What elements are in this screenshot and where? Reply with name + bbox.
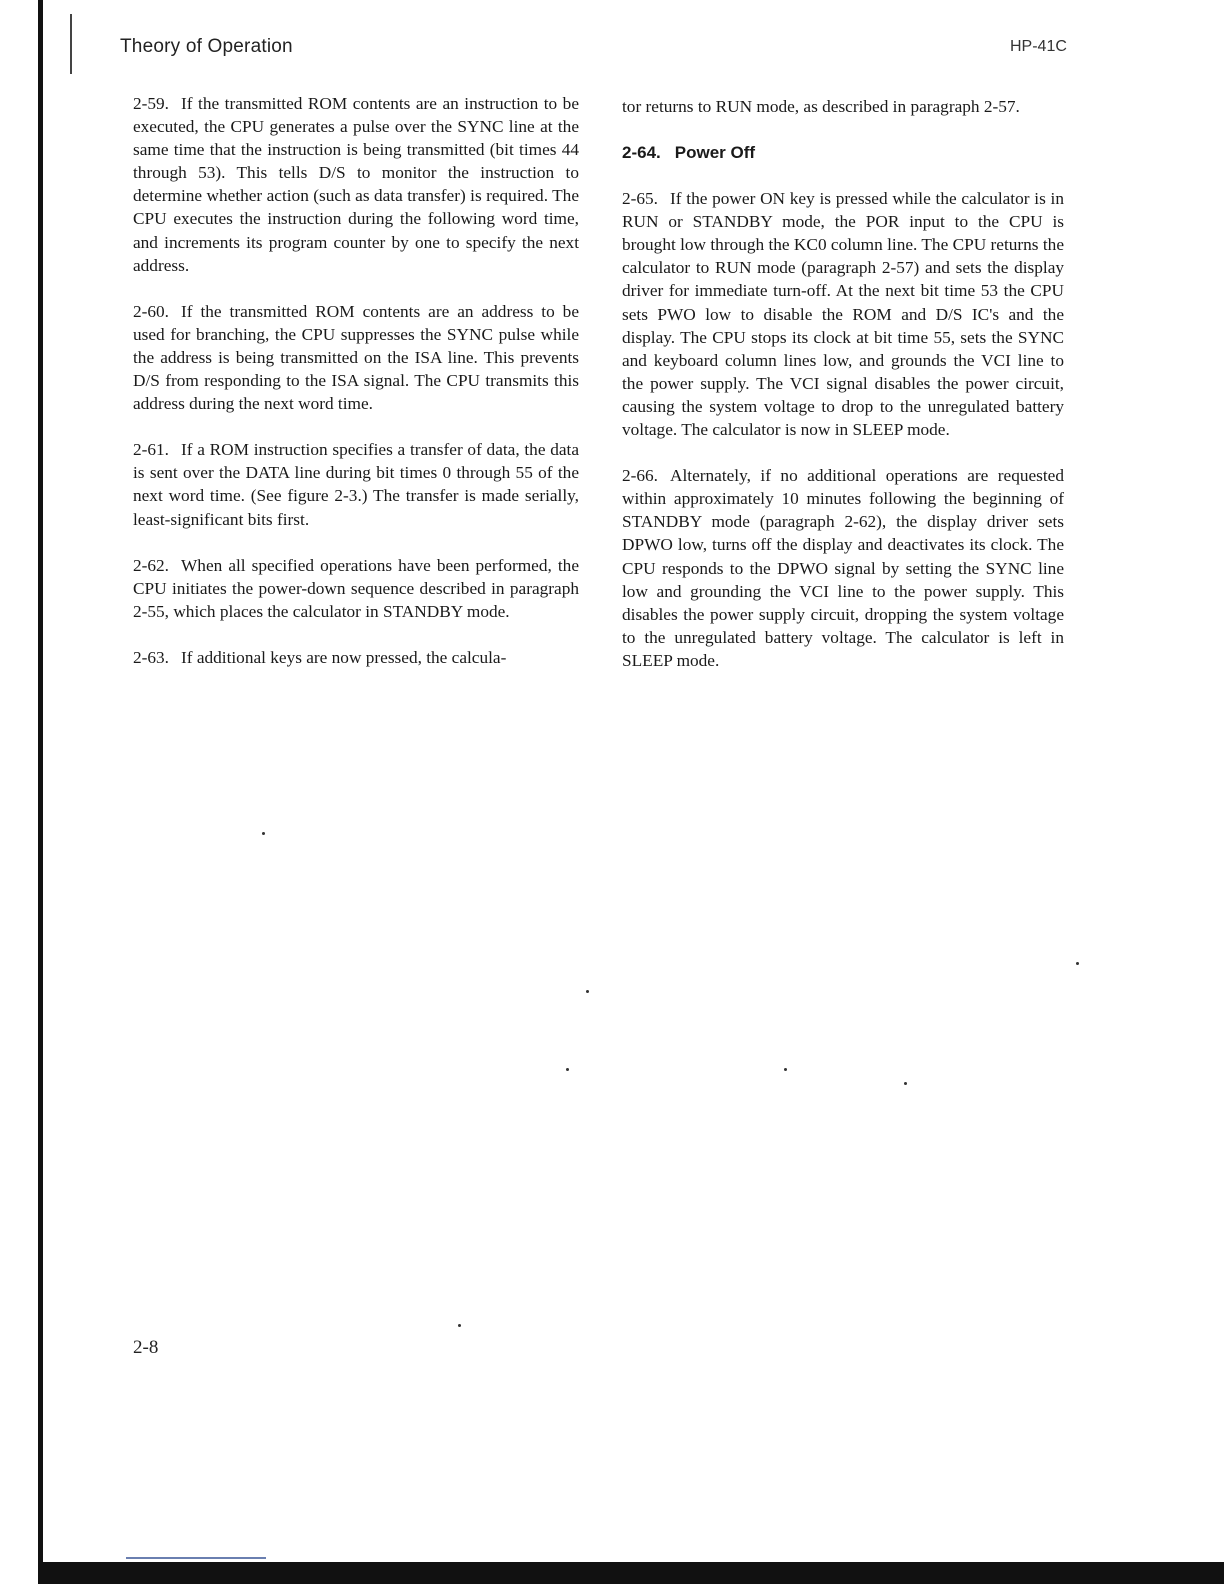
paragraph-2-66: [622, 464, 1064, 672]
scan-speck: [784, 1068, 787, 1071]
paragraph-text: If a ROM instruction specifies a transfer of data, the data is sent over the DATA line during bit times 0 through 55 of the next word time. (See figure 2-3.) The transfer is made serially, least-significant bits first.: [133, 440, 579, 529]
scan-left-border: [38, 0, 43, 1584]
paragraph-text: If the transmitted ROM contents are an instruction to be executed, the CPU generates a pulse over the SYNC line at the same time that the instruction is being transmitted (bit times 44 through 53). This tells D/S to monitor the instruction to determine whether action (such as data transfer) is required. The CPU executes the instruction during the following word time, and increments its program counter by one to specify the next address.: [133, 94, 579, 275]
paragraph-number: 2-60.: [133, 301, 169, 321]
paragraph-2-63: [133, 646, 579, 669]
scan-speck: [262, 832, 265, 835]
running-header-model: HP-41C: [1010, 38, 1067, 55]
scan-speck: [1076, 962, 1079, 965]
paragraph-number: 2-59.: [133, 94, 169, 113]
paragraph-2-62: [133, 554, 579, 623]
paragraph-number: 2-65.: [622, 189, 658, 209]
left-column: [133, 92, 579, 692]
paragraph-text: If additional keys are now pressed, the calcula-: [181, 647, 507, 667]
right-column: [622, 95, 1064, 695]
paragraph-text: If the transmitted ROM contents are an address to be used for branching, the CPU suppresses the SYNC pulse while the address is being transmitted on the ISA line. This prevents D/S from responding to the ISA signal. The CPU transmits this address during the next word time.: [133, 301, 579, 414]
scan-bottom-border: [38, 1562, 1224, 1584]
scan-margin-mark: [70, 14, 72, 74]
heading-number: 2-64.: [622, 143, 661, 163]
scan-speck: [566, 1068, 569, 1071]
scan-bottom-mark: [126, 1557, 266, 1559]
section-heading-power-off: [622, 141, 1064, 164]
paragraph-text: When all specified operations have been performed, the CPU initiates the power-down sequence described in paragraph 2-55, which places the calculator in STANDBY mode.: [133, 555, 579, 621]
paragraph-number: 2-66.: [622, 466, 658, 486]
paragraph-2-65: [622, 187, 1064, 441]
paragraph-2-61: [133, 438, 579, 530]
paragraph-number: 2-63.: [133, 647, 169, 667]
paragraph-2-59: [133, 92, 579, 277]
paragraph-number: 2-61.: [133, 440, 169, 460]
paragraph-number: 2-62.: [133, 555, 169, 575]
scan-speck: [458, 1324, 461, 1327]
paragraph-text: Alternately, if no additional operations are requested within approximately 10 minutes following the beginning of STANDBY mode (paragraph 2-62), the display driver sets DPWO low, turns off the display and deactivates its clock. The CPU responds to the DPWO signal by setting the SYNC line low and grounding the VCI line to the power supply. This disables the power supply circuit, dropping the system voltage to the unregulated battery voltage. The calculator is left in SLEEP mode.: [622, 466, 1064, 670]
heading-text: Power Off: [674, 143, 756, 163]
paragraph-text: If the power ON key is pressed while the calculator is in RUN or STANDBY mode, the POR input to the CPU is brought low through the KC0 column line. The CPU returns the calculator to RUN mode (paragraph 2-57) and sets the display driver for immediate turn-off. At the next bit time 53 the CPU sets PWO low to disable the ROM and D/S IC's and the display. The CPU stops its clock at bit time 55, sets the SYNC and keyboard column lines low, and grounds the VCI line to the power supply. The VCI signal disables the power circuit, causing the system voltage to drop to the unregulated battery voltage. The calculator is now in SLEEP mode.: [622, 189, 1064, 440]
scan-speck: [586, 990, 589, 993]
scan-speck: [904, 1082, 907, 1085]
running-header-title: Theory of Operation: [120, 36, 293, 57]
page-number: 2-8: [133, 1337, 159, 1358]
paragraph-2-60: [133, 300, 579, 415]
paragraph-continuation: tor returns to RUN mode, as described in paragraph 2-57.: [622, 97, 1020, 116]
